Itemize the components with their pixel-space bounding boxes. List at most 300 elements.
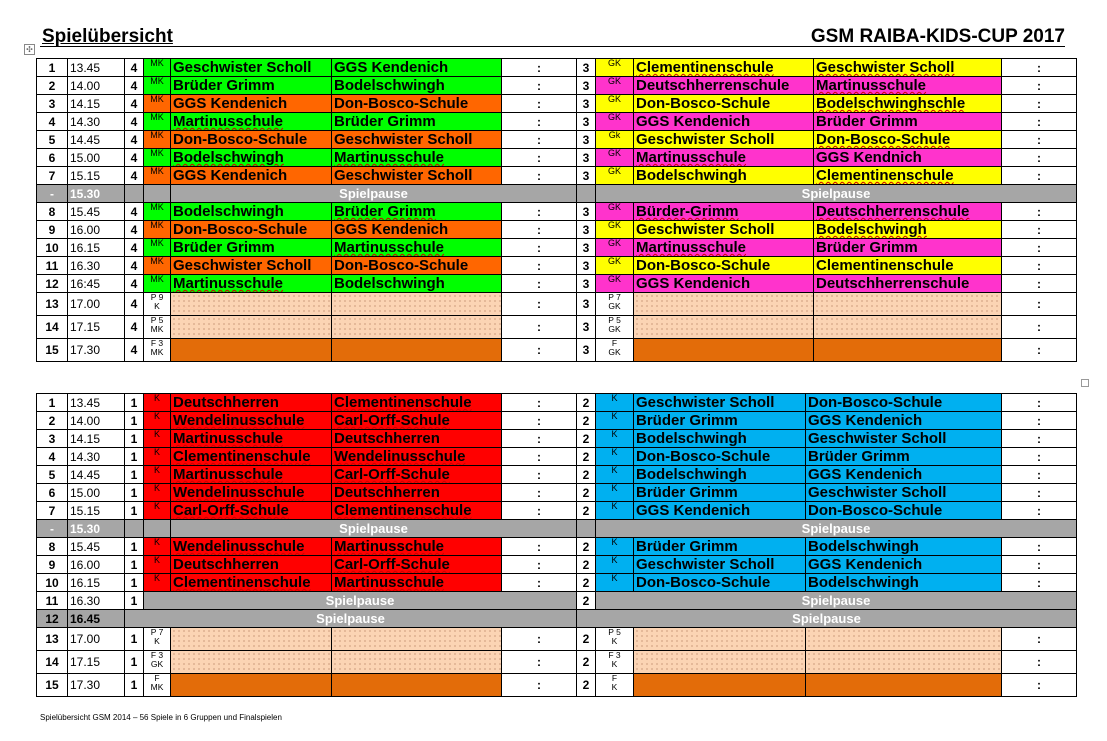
field-number: 4 [125,339,144,362]
group-code: GK [596,257,634,275]
team-away: Bodelschwingh [814,221,1002,239]
match-number: 7 [37,502,68,520]
pause-label-right: Spielpause [596,520,1077,538]
match-number: 1 [37,394,68,412]
group-code: GK [596,95,634,113]
field-number: 2 [577,574,596,592]
field-number: 3 [577,293,596,316]
field-number: 1 [125,592,144,610]
score-input: : [1002,221,1077,239]
field-number: 4 [125,59,144,77]
team-away [814,339,1002,362]
score-input: : [1002,674,1077,697]
match-number: 6 [37,149,68,167]
score-input: : [502,221,577,239]
team-home [171,651,332,674]
table-row [37,574,1077,592]
match-number: 4 [37,113,68,131]
team-away [332,339,502,362]
table-row [37,412,1077,430]
group-code: MK [144,77,171,95]
score-input: : [502,275,577,293]
team-home: Martinusschule [171,113,332,131]
group-code: K [596,466,634,484]
field-number: 2 [577,448,596,466]
group-code: K [596,502,634,520]
match-time: 13.45 [68,394,125,412]
field-number: 1 [125,484,144,502]
match-time: 15.45 [68,203,125,221]
table-row [37,394,1077,412]
group-code: GK [596,77,634,95]
match-number: 8 [37,538,68,556]
group-code: MK [144,167,171,185]
group-code: K [144,412,171,430]
team-home: Clementinenschule [634,59,814,77]
field-number: 3 [577,149,596,167]
field-number: 3 [577,275,596,293]
team-away: Deutschherren [332,484,502,502]
score-input: : [502,412,577,430]
team-home: Brüder Grimm [634,412,806,430]
table-row [37,59,1077,77]
team-away [806,651,1002,674]
field-number: 3 [577,95,596,113]
team-away [814,316,1002,339]
match-time: 15.45 [68,538,125,556]
team-home: Don-Bosco-Schule [634,257,814,275]
pause-label-right: Spielpause [577,610,1077,628]
match-time: 16.00 [68,556,125,574]
group-code: K [144,466,171,484]
group-code: K [144,448,171,466]
match-time: 16.30 [68,592,125,610]
team-home: Geschwister Scholl [171,59,332,77]
team-away: Brüder Grimm [332,203,502,221]
pause-label-left: Spielpause [125,610,577,628]
team-away: Geschwister Scholl [806,430,1002,448]
team-away: Geschwister Scholl [806,484,1002,502]
table-row [37,502,1077,520]
score-input: : [1002,275,1077,293]
match-number: 13 [37,293,68,316]
match-number: 2 [37,412,68,430]
score-input: : [502,466,577,484]
field-number [577,520,596,538]
field-number: 1 [125,651,144,674]
team-home: Geschwister Scholl [634,394,806,412]
field-number: 4 [125,257,144,275]
group-code: MK [144,275,171,293]
team-away: Geschwister Scholl [332,131,502,149]
group-code: P 5 K [596,628,634,651]
team-away: Don-Bosco-Schule [806,502,1002,520]
team-home: Deutschherrenschule [634,77,814,95]
group-code: K [596,556,634,574]
team-home [634,628,806,651]
match-number: 6 [37,484,68,502]
team-home: Bodelschwingh [171,203,332,221]
match-number: 1 [37,59,68,77]
team-home: GGS Kendenich [171,95,332,113]
match-number: 11 [37,257,68,275]
team-home: Don-Bosco-Schule [634,95,814,113]
match-number: 9 [37,556,68,574]
team-home: Geschwister Scholl [171,257,332,275]
group-code: P 7 GK [596,293,634,316]
group-code [144,520,171,538]
table-row [37,77,1077,95]
group-code: GK [596,167,634,185]
field-number: 4 [125,149,144,167]
match-number: 12 [37,275,68,293]
table-row [37,520,1077,538]
team-away [332,316,502,339]
page-title: Spielübersicht [42,26,173,47]
team-home: GGS Kendenich [634,502,806,520]
match-number: 3 [37,430,68,448]
table-row [37,466,1077,484]
schedule-table-upper [36,58,1077,362]
field-number: 2 [577,484,596,502]
group-code: K [144,574,171,592]
table-row [37,628,1077,651]
team-away: GGS Kendnich [814,149,1002,167]
group-code: K [596,484,634,502]
match-time: 15.30 [68,520,125,538]
team-away: Brüder Grimm [806,448,1002,466]
team-home [634,651,806,674]
score-input: : [502,257,577,275]
team-away: Deutschherren [332,430,502,448]
field-number: 3 [577,59,596,77]
score-input: : [1002,95,1077,113]
table-row [37,167,1077,185]
field-number: 2 [577,651,596,674]
team-away: GGS Kendenich [806,412,1002,430]
field-number: 1 [125,628,144,651]
field-number: 4 [125,95,144,113]
group-code: GK [596,275,634,293]
team-home: Brüder Grimm [171,77,332,95]
match-time: 16:45 [68,275,125,293]
team-home: Geschwister Scholl [634,556,806,574]
score-input: : [502,628,577,651]
team-home [171,293,332,316]
field-number: 2 [577,412,596,430]
team-away: Geschwister Scholl [332,167,502,185]
group-code: P 5 MK [144,316,171,339]
score-input: : [1002,651,1077,674]
team-home: Wendelinusschule [171,484,332,502]
team-away [332,674,502,697]
match-time: 14.45 [68,466,125,484]
match-number: 3 [37,95,68,113]
match-time: 15.30 [68,185,125,203]
team-away: Bodelschwingh [332,275,502,293]
field-number: 4 [125,131,144,149]
field-number: 1 [125,556,144,574]
match-time: 17.15 [68,316,125,339]
group-code: P 7 K [144,628,171,651]
team-away: Brüder Grimm [814,239,1002,257]
match-number: - [37,520,68,538]
match-number: - [37,185,68,203]
team-away: Don-Bosco-Schule [332,257,502,275]
table-row [37,203,1077,221]
field-number: 3 [577,77,596,95]
match-number: 2 [37,77,68,95]
field-number: 1 [125,466,144,484]
table-row [37,430,1077,448]
score-input: : [502,574,577,592]
field-number: 4 [125,77,144,95]
table-row [37,293,1077,316]
group-code: MK [144,239,171,257]
field-number: 4 [125,113,144,131]
score-input: : [502,502,577,520]
field-number: 4 [125,275,144,293]
score-input: : [502,674,577,697]
match-time: 17.00 [68,293,125,316]
team-away: Bodelschwingh [806,574,1002,592]
field-number: 3 [577,131,596,149]
group-code: GK [596,203,634,221]
field-number [125,185,144,203]
team-away: Don-Bosco-Schule [806,394,1002,412]
team-away: Carl-Orff-Schule [332,412,502,430]
group-code: MK [144,149,171,167]
team-away: Carl-Orff-Schule [332,466,502,484]
pause-label-right: Spielpause [596,592,1077,610]
score-input: : [502,59,577,77]
score-input: : [502,293,577,316]
field-number [125,520,144,538]
team-home: Martinusschule [634,239,814,257]
score-input: : [1002,59,1077,77]
team-home [634,674,806,697]
team-away: Bodelschwinghschle [814,95,1002,113]
field-number: 2 [577,628,596,651]
table-row [37,448,1077,466]
score-input: : [1002,412,1077,430]
field-number: 1 [125,502,144,520]
score-input: : [1002,466,1077,484]
match-number: 10 [37,239,68,257]
team-home [634,293,814,316]
field-number: 1 [125,394,144,412]
team-away: Brüder Grimm [814,113,1002,131]
team-away: GGS Kendenich [806,556,1002,574]
score-input: : [502,203,577,221]
table-row [37,257,1077,275]
table-row [37,339,1077,362]
group-code: K [144,556,171,574]
team-away: Deutschherrenschule [814,275,1002,293]
team-home: Martinusschule [171,430,332,448]
score-input: : [502,394,577,412]
score-input: : [1002,257,1077,275]
match-time: 15.00 [68,149,125,167]
group-code: K [144,484,171,502]
group-code: GK [596,221,634,239]
field-number: 3 [577,221,596,239]
table-row [37,239,1077,257]
team-away [814,293,1002,316]
table-row [37,556,1077,574]
team-away: Martinusschule [332,574,502,592]
field-number: 3 [577,203,596,221]
match-number: 10 [37,574,68,592]
match-time: 17.15 [68,651,125,674]
team-home: Don-Bosco-Schule [171,131,332,149]
score-input: : [502,77,577,95]
field-number: 4 [125,239,144,257]
team-home [634,339,814,362]
pause-label-right: Spielpause [596,185,1077,203]
match-number: 11 [37,592,68,610]
score-input: : [1002,448,1077,466]
table-row [37,275,1077,293]
group-code: MK [144,59,171,77]
score-input: : [1002,628,1077,651]
field-number: 1 [125,448,144,466]
team-away: Deutschherrenschule [814,203,1002,221]
team-away: Geschwister Scholl [814,59,1002,77]
team-away [806,674,1002,697]
match-number: 14 [37,316,68,339]
team-away: Martinusschule [332,538,502,556]
group-code: K [596,412,634,430]
group-code: MK [144,131,171,149]
team-away [332,651,502,674]
table-row [37,316,1077,339]
group-code: GK [596,239,634,257]
field-number: 1 [125,412,144,430]
team-home: Martinusschule [634,149,814,167]
group-code: F 3 GK [144,651,171,674]
team-home: Bodelschwingh [634,167,814,185]
group-code: F K [596,674,634,697]
table-row [37,95,1077,113]
table-row [37,221,1077,239]
score-input: : [502,95,577,113]
group-code: MK [144,203,171,221]
group-code: MK [144,113,171,131]
team-home: Brüder Grimm [634,538,806,556]
score-input: : [502,448,577,466]
score-input: : [502,316,577,339]
table-move-handle-icon[interactable]: ✣ [24,44,35,55]
field-number: 2 [577,466,596,484]
group-code: F 3 K [596,651,634,674]
score-input: : [1002,167,1077,185]
score-input: : [502,167,577,185]
team-home [171,628,332,651]
team-home [171,339,332,362]
table-row [37,651,1077,674]
group-code: P 9 K [144,293,171,316]
match-number: 15 [37,339,68,362]
score-input: : [502,239,577,257]
field-number: 4 [125,221,144,239]
team-away: Clementinenschule [332,502,502,520]
team-home: Deutschherren [171,394,332,412]
event-title: GSM RAIBA-KIDS-CUP 2017 [810,26,1065,47]
table-resize-handle[interactable] [1081,379,1089,387]
group-code: K [596,448,634,466]
table-row [37,113,1077,131]
table-row [37,538,1077,556]
team-home: Wendelinusschule [171,538,332,556]
group-code: GK [596,113,634,131]
page-header [40,26,1065,47]
match-time: 13.45 [68,59,125,77]
team-home: GGS Kendenich [171,167,332,185]
table-row [37,610,1077,628]
match-time: 15.15 [68,502,125,520]
team-home: GGS Kendenich [634,113,814,131]
match-number: 8 [37,203,68,221]
match-time: 14.00 [68,77,125,95]
team-home: Bodelschwingh [634,466,806,484]
team-away: Martinusschule [332,239,502,257]
match-time: 17.30 [68,674,125,697]
table-row [37,484,1077,502]
match-number: 5 [37,131,68,149]
field-number: 2 [577,430,596,448]
team-away: Clementinenschule [814,167,1002,185]
match-time: 17.00 [68,628,125,651]
score-input: : [1002,574,1077,592]
team-away: Brüder Grimm [332,113,502,131]
score-input: : [1002,502,1077,520]
team-home: Clementinenschule [171,448,332,466]
team-home: Deutschherren [171,556,332,574]
table-row [37,131,1077,149]
group-code: F MK [144,674,171,697]
score-input: : [1002,203,1077,221]
schedule-table-lower [36,393,1077,697]
team-home: Brüder Grimm [171,239,332,257]
team-home: Geschwister Scholl [634,131,814,149]
team-home: Bodelschwingh [171,149,332,167]
group-code: K [144,502,171,520]
group-code: F 3 MK [144,339,171,362]
team-away: Carl-Orff-Schule [332,556,502,574]
team-away: GGS Kendenich [332,59,502,77]
score-input: : [502,113,577,131]
team-home [171,674,332,697]
table-row [37,592,1077,610]
match-number: 12 [37,610,68,628]
score-input: : [1002,149,1077,167]
score-input: : [502,339,577,362]
team-away: GGS Kendenich [332,221,502,239]
team-away: Martinusschule [814,77,1002,95]
score-input: : [1002,538,1077,556]
field-number: 2 [577,592,596,610]
group-code: F GK [596,339,634,362]
field-number: 4 [125,316,144,339]
team-home: Wendelinusschule [171,412,332,430]
match-time: 14.00 [68,412,125,430]
field-number: 1 [125,430,144,448]
team-home: Geschwister Scholl [634,221,814,239]
match-time: 16.00 [68,221,125,239]
field-number: 4 [125,203,144,221]
score-input: : [502,538,577,556]
